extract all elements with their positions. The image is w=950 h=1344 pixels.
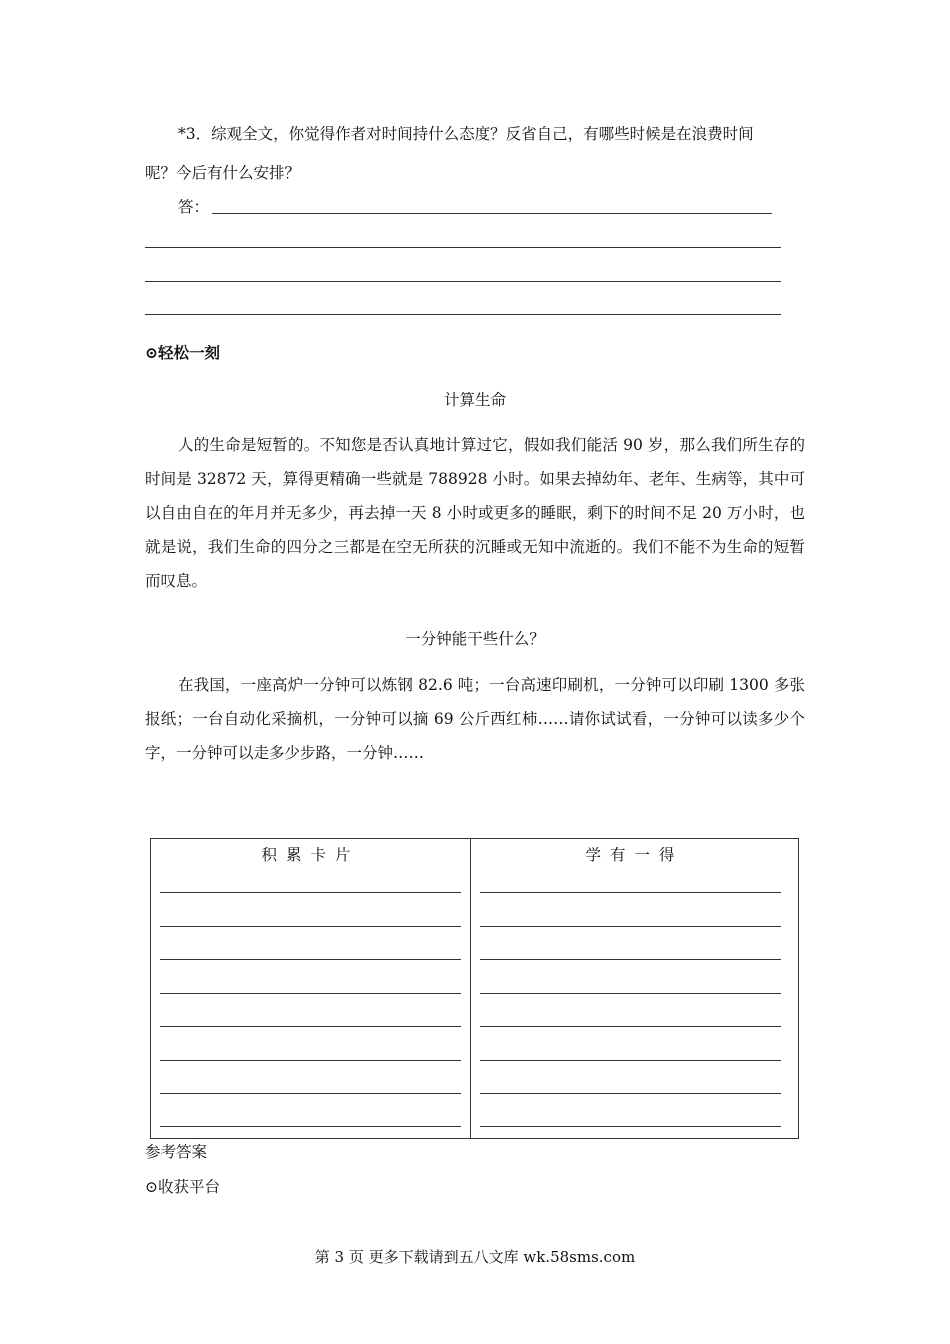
answer-line[interactable] <box>212 213 772 214</box>
answer-line[interactable] <box>145 281 781 282</box>
card-line[interactable] <box>160 892 461 893</box>
card-line[interactable] <box>160 959 461 960</box>
card-line[interactable] <box>480 1093 781 1094</box>
card-table <box>150 838 799 1139</box>
page-footer: 第 3 页 更多下载请到五八文库 wk.58sms.com <box>314 1248 636 1266</box>
card-header-learning: 学有一得 <box>585 846 684 864</box>
card-line[interactable] <box>480 1126 781 1127</box>
relax-section-heading: ⊙轻松一刻 <box>145 343 220 362</box>
card-line[interactable] <box>160 993 461 994</box>
article-1-body: 人的生命是短暂的。不知您是否认真地计算过它，假如我们能活 90 岁，那么我们所生存的时间是 32872 天，算得更精确一些就是 788928 小时。如果去掉幼年、老年、生病等，其中可以自由自在的年月并无多少，再去掉一天 8 小时或更多的睡眠，剩下的时间不足 20 万小时，也就是说，我们生命的四分之三都是在空无所获的沉睡或无知中流逝的。我们不能不为生命的短暂而叹息。 <box>145 436 805 590</box>
article-2-body: 在我国，一座高炉一分钟可以炼钢 82.6 吨；一台高速印刷机，一分钟可以印刷 1300 多张报纸；一台自动化采摘机，一分钟可以摘 69 公斤西红柿……请你试试看，一分钟可以读多少个字，一分钟可以走多少步路，一分钟…… <box>145 676 805 762</box>
card-line[interactable] <box>480 892 781 893</box>
answer-label: 答： <box>178 198 210 216</box>
question-3-line-1: *3．综观全文，你觉得作者对时间持什么态度？反省自己，有哪些时候是在浪费时间 <box>178 125 754 143</box>
article-1-title: 计算生命 <box>443 391 506 409</box>
card-line[interactable] <box>480 926 781 927</box>
answer-line[interactable] <box>145 314 781 315</box>
card-column-accumulate <box>151 839 471 1138</box>
card-column-learning <box>471 839 798 1138</box>
card-line[interactable] <box>160 926 461 927</box>
card-line[interactable] <box>480 1026 781 1027</box>
harvest-section-heading: ⊙收获平台 <box>145 1178 220 1196</box>
card-line[interactable] <box>480 1060 781 1061</box>
card-line[interactable] <box>480 959 781 960</box>
card-line[interactable] <box>160 1093 461 1094</box>
article-2-title: 一分钟能干些什么？ <box>405 630 545 648</box>
card-header-accumulate: 积累卡片 <box>261 846 360 864</box>
answer-line[interactable] <box>145 247 781 248</box>
card-line[interactable] <box>160 1060 461 1061</box>
card-line[interactable] <box>160 1026 461 1027</box>
card-line[interactable] <box>160 1126 461 1127</box>
reference-answer-label: 参考答案 <box>145 1143 208 1161</box>
card-line[interactable] <box>480 993 781 994</box>
question-3-line-2: 呢？今后有什么安排？ <box>145 164 301 182</box>
